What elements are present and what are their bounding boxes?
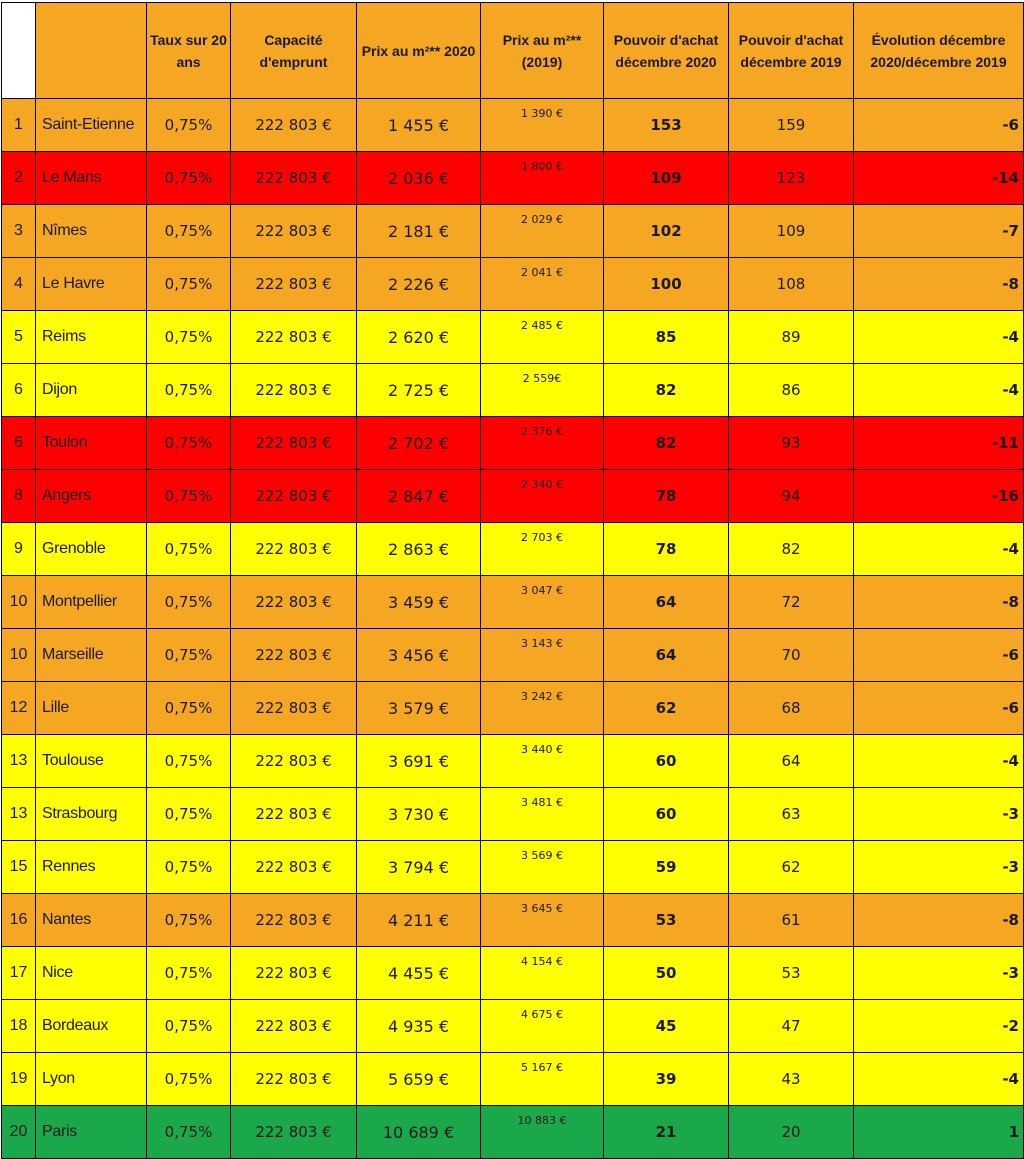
evolution-cell: -2 xyxy=(854,1000,1024,1053)
capacity-cell: 222 803 € xyxy=(231,682,357,735)
table-row xyxy=(2,1106,1024,1159)
purchasing-power-2019-cell: 47 xyxy=(729,1000,854,1053)
purchasing-power-2019-cell: 109 xyxy=(729,205,854,258)
capacity-cell: 222 803 € xyxy=(231,417,357,470)
rank-cell: 10 xyxy=(2,576,36,629)
evolution-cell: -4 xyxy=(854,311,1024,364)
table-row xyxy=(2,682,1024,735)
capacity-cell: 222 803 € xyxy=(231,1000,357,1053)
purchasing-power-2020-cell: 100 xyxy=(604,258,729,311)
header-corner-cell xyxy=(2,3,36,99)
header-purchasing-power-2020: Pouvoir d'achat décembre 2020 xyxy=(604,3,729,99)
rank-cell: 12 xyxy=(2,682,36,735)
price-2019-cell: 3 440 € xyxy=(481,735,604,788)
rate-cell: 0,75% xyxy=(147,841,231,894)
evolution-cell: -4 xyxy=(854,1053,1024,1106)
evolution-cell: -8 xyxy=(854,576,1024,629)
price-2019-cell: 2 376 € xyxy=(481,417,604,470)
rate-cell: 0,75% xyxy=(147,1000,231,1053)
purchasing-power-2019-cell: 70 xyxy=(729,629,854,682)
capacity-cell: 222 803 € xyxy=(231,735,357,788)
price-2019-cell: 3 569 € xyxy=(481,841,604,894)
purchasing-power-2020-cell: 60 xyxy=(604,788,729,841)
capacity-cell: 222 803 € xyxy=(231,152,357,205)
evolution-cell: -11 xyxy=(854,417,1024,470)
city-cell: Reims xyxy=(36,311,147,364)
price-2020-cell: 4 211 € xyxy=(357,894,481,947)
capacity-cell: 222 803 € xyxy=(231,364,357,417)
purchasing-power-2019-cell: 43 xyxy=(729,1053,854,1106)
city-cell: Paris xyxy=(36,1106,147,1159)
city-cell: Nîmes xyxy=(36,205,147,258)
price-2019-cell: 3 143 € xyxy=(481,629,604,682)
rate-cell: 0,75% xyxy=(147,629,231,682)
rank-cell: 18 xyxy=(2,1000,36,1053)
purchasing-power-2020-cell: 85 xyxy=(604,311,729,364)
table-row xyxy=(2,470,1024,523)
purchasing-power-table xyxy=(1,2,1024,1159)
city-cell: Rennes xyxy=(36,841,147,894)
evolution-cell: -7 xyxy=(854,205,1024,258)
evolution-cell: -4 xyxy=(854,364,1024,417)
price-2019-cell: 1 800 € xyxy=(481,152,604,205)
evolution-cell: -4 xyxy=(854,523,1024,576)
capacity-cell: 222 803 € xyxy=(231,841,357,894)
rank-cell: 9 xyxy=(2,523,36,576)
header-city-cell xyxy=(36,3,147,99)
city-cell: Angers xyxy=(36,470,147,523)
price-2020-cell: 2 036 € xyxy=(357,152,481,205)
rate-cell: 0,75% xyxy=(147,894,231,947)
table-row xyxy=(2,1000,1024,1053)
price-2019-cell: 1 390 € xyxy=(481,99,604,152)
rate-cell: 0,75% xyxy=(147,258,231,311)
purchasing-power-2019-cell: 72 xyxy=(729,576,854,629)
capacity-cell: 222 803 € xyxy=(231,576,357,629)
city-cell: Nantes xyxy=(36,894,147,947)
evolution-cell: -14 xyxy=(854,152,1024,205)
evolution-cell: -4 xyxy=(854,735,1024,788)
price-2019-cell: 10 883 € xyxy=(481,1106,604,1159)
city-cell: Marseille xyxy=(36,629,147,682)
rate-cell: 0,75% xyxy=(147,788,231,841)
rank-cell: 8 xyxy=(2,470,36,523)
purchasing-power-2020-cell: 78 xyxy=(604,523,729,576)
rate-cell: 0,75% xyxy=(147,152,231,205)
table-header xyxy=(2,3,1024,99)
header-evolution: Évolution décembre 2020/décembre 2019 xyxy=(854,3,1024,99)
purchasing-power-2020-cell: 64 xyxy=(604,629,729,682)
price-2020-cell: 5 659 € xyxy=(357,1053,481,1106)
purchasing-power-2020-cell: 53 xyxy=(604,894,729,947)
rate-cell: 0,75% xyxy=(147,947,231,1000)
evolution-cell: -6 xyxy=(854,682,1024,735)
city-cell: Dijon xyxy=(36,364,147,417)
capacity-cell: 222 803 € xyxy=(231,258,357,311)
capacity-cell: 222 803 € xyxy=(231,205,357,258)
price-2020-cell: 1 455 € xyxy=(357,99,481,152)
city-cell: Lyon xyxy=(36,1053,147,1106)
rank-cell: 20 xyxy=(2,1106,36,1159)
rank-cell: 17 xyxy=(2,947,36,1000)
table-row xyxy=(2,99,1024,152)
table-row xyxy=(2,258,1024,311)
evolution-cell: -16 xyxy=(854,470,1024,523)
rank-cell: 5 xyxy=(2,311,36,364)
table-row xyxy=(2,735,1024,788)
purchasing-power-2019-cell: 53 xyxy=(729,947,854,1000)
capacity-cell: 222 803 € xyxy=(231,629,357,682)
rank-cell: 2 xyxy=(2,152,36,205)
city-cell: Saint-Etienne xyxy=(36,99,147,152)
price-2020-cell: 3 459 € xyxy=(357,576,481,629)
purchasing-power-2019-cell: 108 xyxy=(729,258,854,311)
header-rate: Taux sur 20 ans xyxy=(147,3,231,99)
capacity-cell: 222 803 € xyxy=(231,894,357,947)
price-2019-cell: 2 559€ xyxy=(481,364,604,417)
rank-cell: 15 xyxy=(2,841,36,894)
purchasing-power-2019-cell: 62 xyxy=(729,841,854,894)
purchasing-power-2019-cell: 86 xyxy=(729,364,854,417)
evolution-cell: -3 xyxy=(854,947,1024,1000)
price-2020-cell: 2 620 € xyxy=(357,311,481,364)
purchasing-power-2019-cell: 68 xyxy=(729,682,854,735)
capacity-cell: 222 803 € xyxy=(231,947,357,1000)
purchasing-power-2019-cell: 89 xyxy=(729,311,854,364)
rate-cell: 0,75% xyxy=(147,523,231,576)
table-row xyxy=(2,841,1024,894)
table-row xyxy=(2,576,1024,629)
price-2019-cell: 2 485 € xyxy=(481,311,604,364)
purchasing-power-2020-cell: 64 xyxy=(604,576,729,629)
rank-cell: 10 xyxy=(2,629,36,682)
purchasing-power-2020-cell: 62 xyxy=(604,682,729,735)
purchasing-power-2019-cell: 123 xyxy=(729,152,854,205)
table-row xyxy=(2,417,1024,470)
price-2020-cell: 2 702 € xyxy=(357,417,481,470)
evolution-cell: -8 xyxy=(854,894,1024,947)
capacity-cell: 222 803 € xyxy=(231,99,357,152)
capacity-cell: 222 803 € xyxy=(231,788,357,841)
city-cell: Toulon xyxy=(36,417,147,470)
rate-cell: 0,75% xyxy=(147,205,231,258)
table-row xyxy=(2,523,1024,576)
rate-cell: 0,75% xyxy=(147,1053,231,1106)
price-2020-cell: 3 456 € xyxy=(357,629,481,682)
city-cell: Le Havre xyxy=(36,258,147,311)
evolution-cell: -8 xyxy=(854,258,1024,311)
table-row xyxy=(2,364,1024,417)
purchasing-power-2020-cell: 153 xyxy=(604,99,729,152)
purchasing-power-2019-cell: 64 xyxy=(729,735,854,788)
evolution-cell: -3 xyxy=(854,788,1024,841)
price-2019-cell: 3 481 € xyxy=(481,788,604,841)
capacity-cell: 222 803 € xyxy=(231,523,357,576)
price-2020-cell: 2 863 € xyxy=(357,523,481,576)
price-2019-cell: 3 242 € xyxy=(481,682,604,735)
rank-cell: 6 xyxy=(2,417,36,470)
price-2020-cell: 3 794 € xyxy=(357,841,481,894)
evolution-cell: 1 xyxy=(854,1106,1024,1159)
city-cell: Toulouse xyxy=(36,735,147,788)
city-cell: Le Mans xyxy=(36,152,147,205)
city-cell: Lille xyxy=(36,682,147,735)
capacity-cell: 222 803 € xyxy=(231,1053,357,1106)
rank-cell: 16 xyxy=(2,894,36,947)
evolution-cell: -3 xyxy=(854,841,1024,894)
header-price-2020: Prix au m²** 2020 xyxy=(357,3,481,99)
capacity-cell: 222 803 € xyxy=(231,311,357,364)
capacity-cell: 222 803 € xyxy=(231,470,357,523)
city-cell: Grenoble xyxy=(36,523,147,576)
purchasing-power-2020-cell: 78 xyxy=(604,470,729,523)
table-row xyxy=(2,629,1024,682)
price-2019-cell: 4 154 € xyxy=(481,947,604,1000)
table-row xyxy=(2,311,1024,364)
price-2020-cell: 4 935 € xyxy=(357,1000,481,1053)
table-row xyxy=(2,947,1024,1000)
city-cell: Strasbourg xyxy=(36,788,147,841)
table-row xyxy=(2,788,1024,841)
evolution-cell: -6 xyxy=(854,99,1024,152)
price-2019-cell: 2 340 € xyxy=(481,470,604,523)
purchasing-power-2019-cell: 94 xyxy=(729,470,854,523)
rate-cell: 0,75% xyxy=(147,311,231,364)
price-2020-cell: 2 181 € xyxy=(357,205,481,258)
purchasing-power-2019-cell: 63 xyxy=(729,788,854,841)
price-2019-cell: 3 645 € xyxy=(481,894,604,947)
header-price-2019: Prix au m²** (2019) xyxy=(481,3,604,99)
purchasing-power-2019-cell: 159 xyxy=(729,99,854,152)
rank-cell: 13 xyxy=(2,788,36,841)
table-row xyxy=(2,1053,1024,1106)
purchasing-power-2020-cell: 21 xyxy=(604,1106,729,1159)
price-2019-cell: 3 047 € xyxy=(481,576,604,629)
purchasing-power-2020-cell: 60 xyxy=(604,735,729,788)
rank-cell: 6 xyxy=(2,364,36,417)
city-cell: Bordeaux xyxy=(36,1000,147,1053)
price-2020-cell: 4 455 € xyxy=(357,947,481,1000)
purchasing-power-2020-cell: 109 xyxy=(604,152,729,205)
price-2020-cell: 2 226 € xyxy=(357,258,481,311)
purchasing-power-2020-cell: 45 xyxy=(604,1000,729,1053)
rank-cell: 13 xyxy=(2,735,36,788)
rate-cell: 0,75% xyxy=(147,364,231,417)
rank-cell: 4 xyxy=(2,258,36,311)
purchasing-power-2019-cell: 20 xyxy=(729,1106,854,1159)
purchasing-power-2019-cell: 82 xyxy=(729,523,854,576)
rate-cell: 0,75% xyxy=(147,470,231,523)
price-2020-cell: 10 689 € xyxy=(357,1106,481,1159)
rate-cell: 0,75% xyxy=(147,417,231,470)
header-purchasing-power-2019: Pouvoir d'achat décembre 2019 xyxy=(729,3,854,99)
city-cell: Nice xyxy=(36,947,147,1000)
purchasing-power-2020-cell: 39 xyxy=(604,1053,729,1106)
price-2019-cell: 4 675 € xyxy=(481,1000,604,1053)
rate-cell: 0,75% xyxy=(147,1106,231,1159)
rank-cell: 19 xyxy=(2,1053,36,1106)
purchasing-power-2020-cell: 102 xyxy=(604,205,729,258)
rate-cell: 0,75% xyxy=(147,99,231,152)
purchasing-power-2020-cell: 59 xyxy=(604,841,729,894)
rate-cell: 0,75% xyxy=(147,576,231,629)
purchasing-power-2020-cell: 82 xyxy=(604,417,729,470)
price-2020-cell: 2 725 € xyxy=(357,364,481,417)
price-2019-cell: 2 703 € xyxy=(481,523,604,576)
price-2019-cell: 2 041 € xyxy=(481,258,604,311)
price-2019-cell: 5 167 € xyxy=(481,1053,604,1106)
city-cell: Montpellier xyxy=(36,576,147,629)
evolution-cell: -6 xyxy=(854,629,1024,682)
purchasing-power-2020-cell: 82 xyxy=(604,364,729,417)
table-row xyxy=(2,152,1024,205)
purchasing-power-2020-cell: 50 xyxy=(604,947,729,1000)
price-2020-cell: 3 579 € xyxy=(357,682,481,735)
table-row xyxy=(2,894,1024,947)
price-2020-cell: 3 691 € xyxy=(357,735,481,788)
capacity-cell: 222 803 € xyxy=(231,1106,357,1159)
purchasing-power-2019-cell: 61 xyxy=(729,894,854,947)
rate-cell: 0,75% xyxy=(147,682,231,735)
table-row xyxy=(2,205,1024,258)
rank-cell: 1 xyxy=(2,99,36,152)
header-capacity: Capacité d'emprunt xyxy=(231,3,357,99)
purchasing-power-2019-cell: 93 xyxy=(729,417,854,470)
price-2020-cell: 3 730 € xyxy=(357,788,481,841)
header-row xyxy=(2,3,1024,99)
rank-cell: 3 xyxy=(2,205,36,258)
rate-cell: 0,75% xyxy=(147,735,231,788)
price-2019-cell: 2 029 € xyxy=(481,205,604,258)
price-2020-cell: 2 847 € xyxy=(357,470,481,523)
